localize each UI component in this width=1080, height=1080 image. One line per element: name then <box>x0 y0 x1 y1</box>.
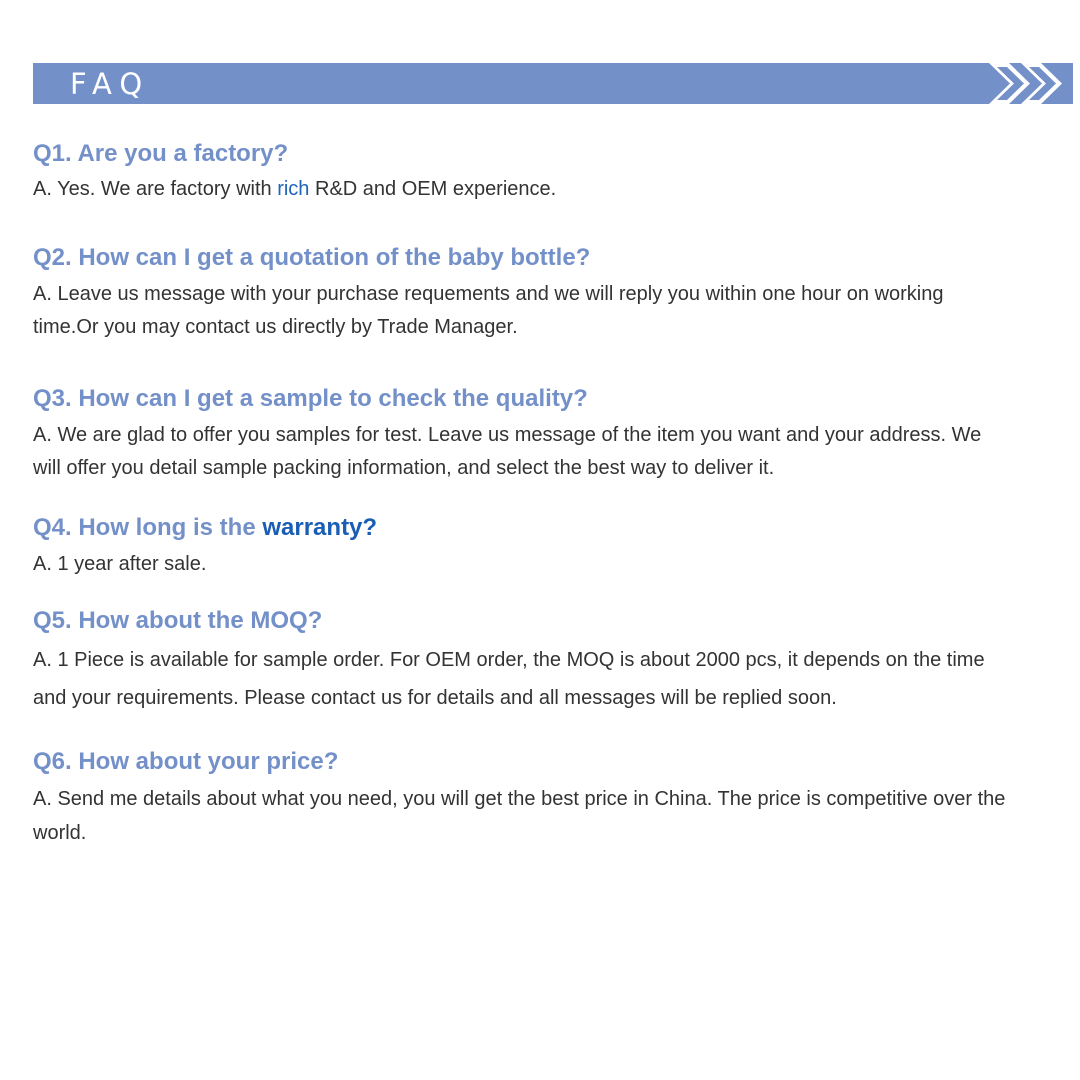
answer-6-line-1: A. Send me details about what you need, you will get the best price in China. The price is competitive over the <box>33 788 1006 810</box>
answer-2-line-1: A. Leave us message with your purchase requements and we will reply you within one hour on working <box>33 283 944 305</box>
answer-5-line-1: A. 1 Piece is available for sample order. For OEM order, the MOQ is about 2000 pcs, it depends on the time <box>33 649 985 671</box>
faq-item-1 <box>33 139 1080 204</box>
answer-5 <box>33 641 1080 717</box>
question-2: Q2. How can I get a quotation of the baby bottle? <box>33 244 591 271</box>
answer-2-line-2: time.Or you may contact us directly by Trade Manager. <box>33 316 518 338</box>
answer-2 <box>33 278 1080 344</box>
answer-5-line-2: and your requirements. Please contact us for details and all messages will be replied soon. <box>33 687 837 709</box>
question-4-text: Q4. How long is the <box>33 514 263 541</box>
question-5: Q5. How about the MOQ? <box>33 607 323 634</box>
question-3: Q3. How can I get a sample to check the quality? <box>33 385 588 412</box>
answer-1-text-start: A. Yes. We are factory with <box>33 178 278 200</box>
double-chevron-right-icon <box>983 63 1073 104</box>
faq-item-6 <box>33 747 1080 850</box>
answer-1 <box>33 174 1080 204</box>
rich-link[interactable]: rich <box>277 178 310 200</box>
answer-3-line-2: will offer you detail sample packing information, and select the best way to deliver it. <box>33 457 775 479</box>
answer-3 <box>33 419 1080 485</box>
warranty-link[interactable]: warranty? <box>262 514 378 541</box>
answer-4: A. 1 year after sale. <box>33 553 207 575</box>
faq-item-4 <box>33 513 1080 581</box>
question-6: Q6. How about your price? <box>33 748 339 775</box>
faq-item-3 <box>33 384 1080 485</box>
question-4 <box>33 513 1080 543</box>
faq-banner <box>33 63 1073 104</box>
answer-3-line-1: A. We are glad to offer you samples for test. Leave us message of the item you want and your address. We <box>33 424 982 446</box>
faq-title: FAQ <box>70 67 151 101</box>
answer-6 <box>33 782 1080 850</box>
answer-6-line-2: world. <box>33 822 87 844</box>
question-1: Q1. Are you a factory? <box>33 140 289 167</box>
faq-item-2 <box>33 243 1080 344</box>
faq-item-5 <box>33 606 1080 717</box>
answer-1-text-end: R&D and OEM experience. <box>309 178 557 200</box>
